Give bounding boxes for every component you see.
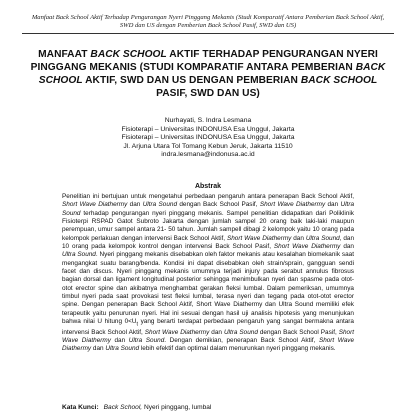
abstract-text: yang berarti terdapat perbedaan pengaruh yang sangat bermakna antara intervensi Back School Aktif, (62, 318, 354, 336)
abstract-term: Ultra Sound (62, 251, 96, 259)
title-part: PASIF, SWD DAN US) (156, 88, 260, 99)
abstract-term: Ultra Sound (223, 328, 258, 336)
abstract-term: Ultra Sound (305, 234, 340, 242)
author-address: Jl. Arjuna Utara Tol Tomang Kebun Jeruk, Jakarta 11510 (123, 142, 293, 150)
abstract-text: dengan Back School Pasif, (257, 328, 339, 336)
abstract-term: Ultra Sound (142, 201, 178, 209)
abstract-term: Short Wave Diathermy (259, 201, 326, 209)
running-head-line-1: Manfaat Back School Aktif Terhadap Pengurangan Nyeri Pinggang Mekanis (Studi Komparatif Antara Pemberian Back School Aktif, (31, 14, 385, 21)
title-part-italic: BACK SCHOOL (300, 75, 378, 86)
abstract-text: . Dengan demikian, penerapan Back School Aktif, (164, 337, 319, 345)
author-affiliation-1: Fisioterapi – Universitas INDONUSA Esa Unggul, Jakarta (121, 125, 295, 133)
abstract-text: dan (209, 328, 224, 336)
author-email[interactable]: indra.lesmana@indonusa.ac.id (161, 151, 255, 159)
author-block (22, 117, 394, 160)
abstract-term: Short Wave Diathermy (62, 328, 355, 345)
abstract-term: Ultra Sound (128, 337, 165, 345)
abstract-text: dan (340, 243, 354, 251)
abstract-term: Short Wave Diathermy (226, 234, 292, 242)
paper-title (26, 48, 390, 100)
abstract-text: dan (325, 201, 341, 209)
author-names: Nurhayati, S. Indra Lesmana (164, 117, 252, 124)
title-part: AKTIF TERHADAP PENGURANGAN NYERI PINGGANG MEKANIS (STUDI KOMPARATIF ANTARA PEMBERIAN (30, 49, 378, 73)
keywords-label: Kata Kunci: (62, 404, 99, 411)
abstract-text: Penelitian ini bertujuan untuk mengetahui perbedaan pengaruh antara penerapan Back School Aktif, (62, 193, 354, 200)
abstract-term: Short Wave Diathermy (62, 201, 128, 209)
title-part-italic: BACK SCHOOL (90, 49, 167, 60)
abstract-text: lebih efektif dan optimal dalam menurunkan nyeri pinggang mekanis. (139, 345, 336, 353)
running-head (22, 14, 394, 30)
abstract-term: Short Wave Diathermy (62, 337, 355, 353)
author-affiliation-2: Fisioterapi – Universitas INDONUSA Esa Unggul, Jakarta (121, 134, 295, 142)
keywords (62, 404, 354, 412)
abstract-text: dan (291, 234, 306, 242)
abstract-term: Short Wave Diathermy (144, 328, 210, 336)
abstract-text: terhadap pengurangan nyeri pinggang mekanis. Sampel penelitian didapatkan dari Poliklinik Fisioterpi RSPAD Gatot Subroto Jakarta dengan jumlah sampel 20 orang baik laki-laki maupun perempuan, umur sampel antara 21- 50 tahun. Jumlah sampell dibagi 2 kelompok yaitu 10 orang pada kelompok perlakuan dengan intervensi Back School Aktif, (62, 209, 354, 242)
abstract-text: . Nyeri pinggang mekanis disebabkan oleh faktor mekanis atau kesalahan biomekanik saat mengangkat suatu barang/benda. Kondisi ini dapat disebabkan oleh strain/sprain, gangguan sendi facet dan discus. Nyeri pinggang mekanis umumnya terjadi injury pada serabut annulus fibrosus bagian dorsal dan ligament longitudinal posterior sehingga menimbulkan nyeri dan spasme pada otot-otot erector spine dan akibatnya menghambat gerakan fleksi lumbal. Dalam pemeriksan, umumnya timbul nyeri pada saat provokasi test fleksi lumbal, terasa nyeri dan tegang pada otot-otot erector spine. Dengan penerapan Back School Aktif, Short Wave Diathermy dan Ultra Sound memiliki efek terapeutik yaitu penurunan nyeri. Hal ini sesuai dengan hasil uji analisis hipotesis yang menunjukan bahwa nilai U hitung 0<U (62, 251, 355, 326)
abstract-subscript: t (136, 321, 139, 328)
keyword-term: Back School, (103, 404, 143, 411)
header-rule (22, 33, 394, 34)
abstract-text: dan (110, 337, 129, 345)
running-head-line-2: SWD dan US dengan Pemberian Back School Pasif, SWD dan US) (119, 22, 297, 29)
abstract-term: Ultra Sound (62, 201, 355, 217)
abstract-term: Short Wave Diathermy (273, 243, 341, 251)
abstract-term: Ultra Sound (105, 345, 140, 353)
title-part: AKTIF, SWD DAN US DENGAN PEMBERIAN (82, 75, 301, 86)
abstract-text: dan (127, 201, 143, 209)
abstract-body (62, 193, 354, 354)
title-part-italic: BACK SCHOOL (38, 62, 386, 86)
abstract-text: dengan Back School Pasif, (177, 201, 260, 209)
abstract-text: dan (91, 345, 106, 353)
abstract-text: , dan 10 orang pada kelompok kontrol dengan intervensi Back School Pasif, (62, 234, 355, 251)
abstract-heading: Abstrak (194, 183, 222, 190)
keyword-list: Nyeri pinggang, lumbal (142, 404, 212, 411)
title-part: MANFAAT (38, 49, 91, 60)
